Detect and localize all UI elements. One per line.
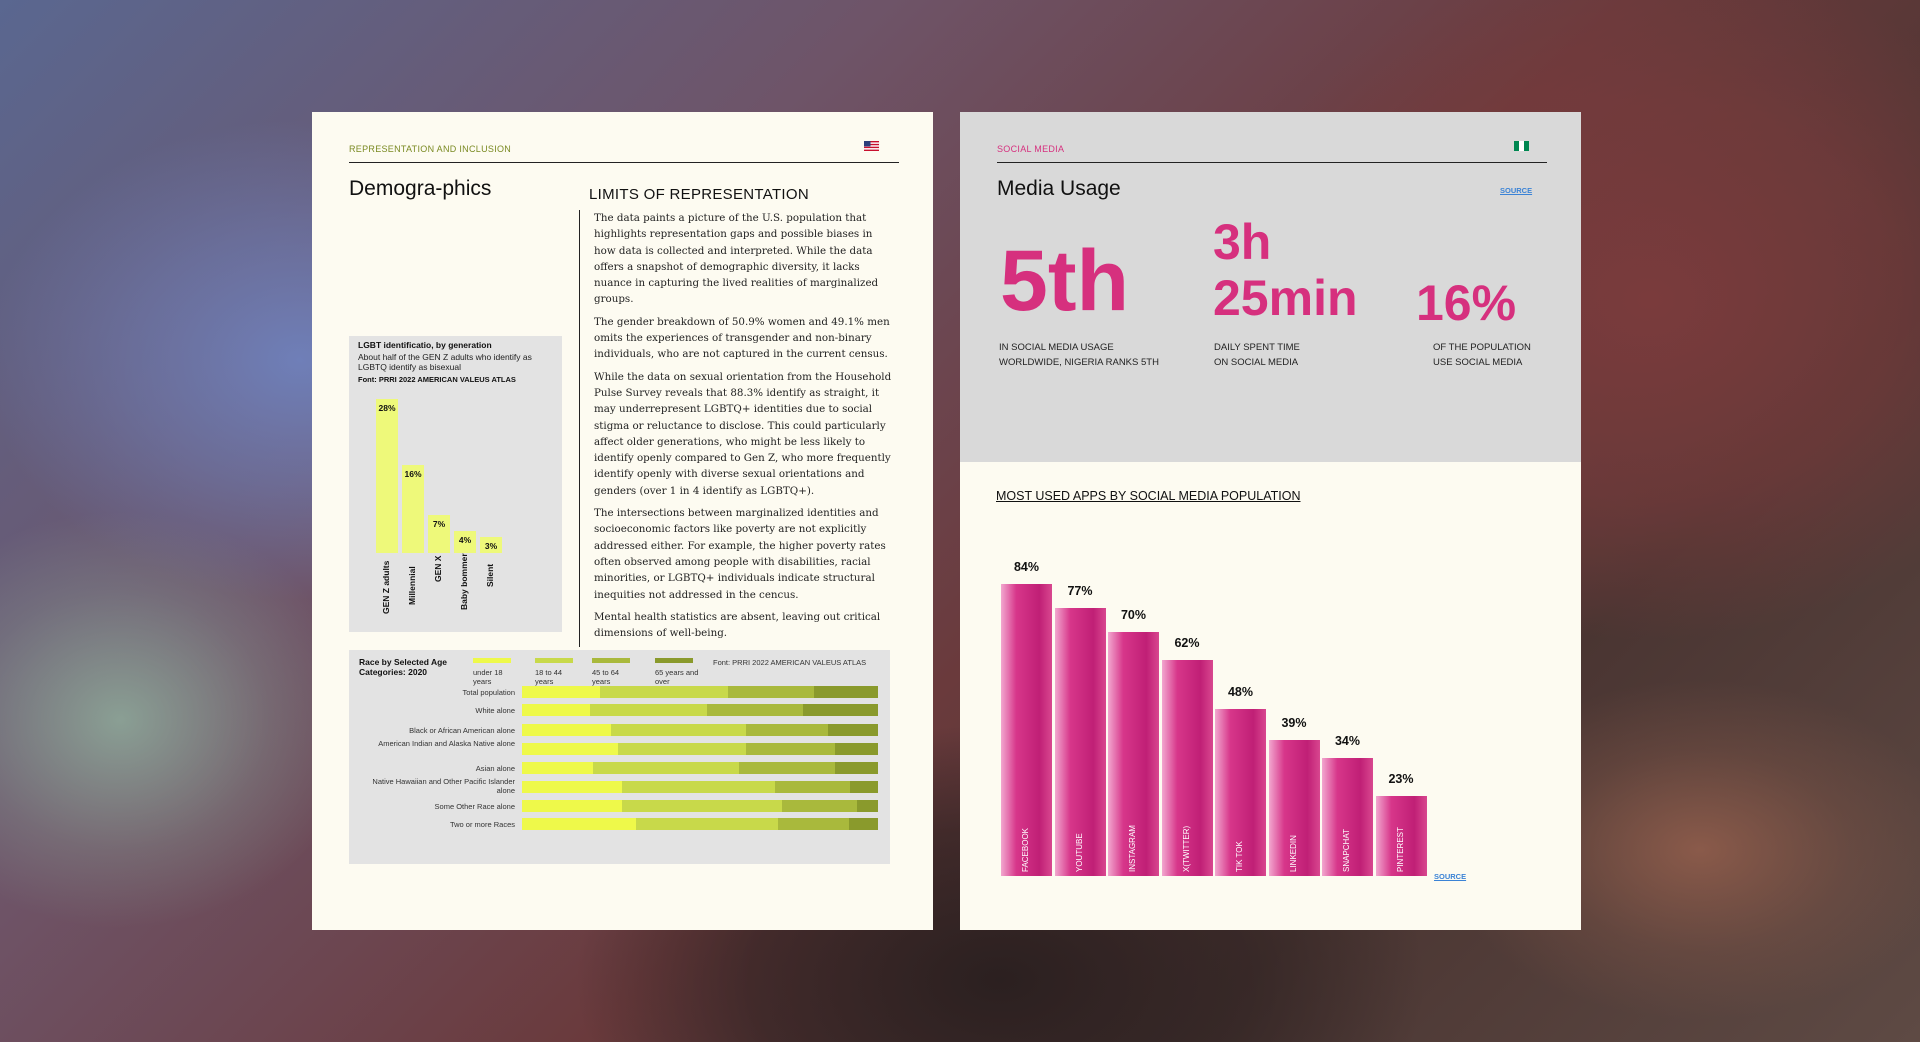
race-bar-segment	[622, 800, 782, 812]
race-bar-segment	[739, 762, 835, 774]
app-category-label: TIK TOK	[1235, 841, 1244, 872]
race-chart	[349, 650, 890, 864]
race-bar-segment	[522, 781, 622, 793]
race-row-label: White alone	[475, 706, 515, 715]
race-bar-segment	[522, 818, 636, 830]
race-row-label: American Indian and Alaska Native alone	[378, 739, 515, 748]
source-link-bottom[interactable]: SOURCE	[1434, 872, 1467, 881]
app-category-label: SNAPCHAT	[1342, 829, 1351, 872]
demographics-page	[312, 112, 933, 930]
lgbt-category-label: Baby bommer	[459, 552, 469, 610]
apps-chart-heading: MOST USED APPS BY SOCIAL MEDIA POPULATION	[996, 489, 1301, 503]
race-bar-segment	[728, 686, 813, 698]
stat-time-value	[1213, 214, 1358, 326]
race-bar-segment	[522, 800, 622, 812]
race-row-label: Black or African American alone	[409, 726, 515, 735]
legend-item	[535, 658, 581, 686]
race-bar-segment	[593, 762, 739, 774]
lgbt-value-label: 28%	[378, 403, 396, 413]
stat-time-caption	[1214, 340, 1300, 370]
legend-swatch	[535, 658, 573, 663]
page-kicker: REPRESENTATION AND INCLUSION	[349, 144, 512, 154]
legend-swatch	[592, 658, 630, 663]
legend-item	[655, 658, 701, 686]
race-bar	[522, 781, 878, 793]
lgbt-value-label: 7%	[432, 518, 446, 529]
stat-rank-caption	[999, 340, 1159, 370]
lgbt-bar	[376, 399, 398, 553]
stat-rank-value: 5th	[1000, 233, 1129, 329]
race-bar-segment	[746, 724, 828, 736]
lgbt-chart-source: Font: PRRI 2022 AMERICAN VALEUS ATLAS	[358, 375, 516, 384]
caption-line: USE SOCIAL MEDIA	[1433, 357, 1523, 368]
race-bar-segment	[522, 743, 618, 755]
race-bar-segment	[828, 724, 878, 736]
app-category-label: X(TWITTER)	[1181, 825, 1191, 872]
stat-time-hours: 3h	[1213, 214, 1272, 270]
lgbt-chart-subtitle: About half of the GEN Z adults who identify as LGBTQ identify as bisexual	[358, 352, 532, 372]
lgbt-value-label: 3%	[484, 540, 498, 551]
race-chart-title: Race by Selected Age Categories: 2020	[359, 657, 448, 677]
race-bar	[522, 818, 878, 830]
app-category-label: LINKEDIN	[1288, 835, 1298, 872]
legend-label: under 18 years	[473, 668, 503, 686]
lgbt-chart-title: LGBT identificatio, by generation	[358, 340, 492, 350]
lgbt-category-label: GEN X	[433, 555, 443, 582]
paragraph: The intersections between marginalized identities and socioeconomic factors like poverty are not explicitly addressed either. For example, the higher poverty rates often observed among people with disabilities, racial minorities, or LGBTQ+ individuals indicate structural inequities not addressed in the cencus.	[594, 507, 886, 601]
race-bar-segment	[618, 743, 746, 755]
race-bar-segment	[522, 704, 590, 716]
race-bar-segment	[522, 724, 611, 736]
header-rule	[349, 162, 899, 163]
race-row-label: Asian alone	[475, 764, 515, 773]
app-value-label: 34%	[1334, 733, 1361, 748]
race-bar	[522, 762, 878, 774]
race-bar-segment	[782, 800, 857, 812]
app-category-label: INSTAGRAM	[1128, 825, 1137, 872]
app-value-label: 84%	[1013, 559, 1040, 574]
legend-item	[592, 658, 638, 686]
race-bar-segment	[600, 686, 728, 698]
race-bar-segment	[746, 743, 835, 755]
race-bar-segment	[622, 781, 775, 793]
legend-swatch	[655, 658, 693, 663]
app-category-label: YOUTUBE	[1074, 833, 1084, 872]
race-row-label: Native Hawaiian and Other Pacific Islander alone	[372, 777, 515, 795]
legend-swatch	[473, 658, 511, 663]
paragraph: Mental health statistics are absent, leaving out critical dimensions of well-being.	[594, 610, 881, 640]
race-bar-segment	[636, 818, 778, 830]
race-bar-segment	[522, 762, 593, 774]
race-chart-source: Font: PRRI 2022 AMERICAN VALEUS ATLAS	[713, 658, 867, 667]
caption-line: IN SOCIAL MEDIA USAGE	[999, 342, 1114, 353]
page-kicker: SOCIAL MEDIA	[997, 144, 1065, 154]
stat-percent-value: 16%	[1416, 275, 1517, 331]
paragraph: The data paints a picture of the U.S. population that highlights representation gaps and possible biases in how data is collected and interpreted. While the data offers a snapshot of demographic diversity, it lacks nuance in capturing the lived realities of marginalized groups.	[594, 212, 879, 306]
paragraph: While the data on sexual orientation from the Household Pulse Survey reveals that 88.3% identify as straight, it may underrepresent LGBTQ+ identities due to social stigma or reluctance to disclose. This could particularly affect older generations, who might be less likely to identify openly compared to Gen Z, who more frequently identify openly with diverse sexual orientations and genders (over 1 in 4 identify as LGBTQ+).	[594, 370, 892, 497]
app-value-label: 77%	[1067, 584, 1093, 599]
app-value-label: 62%	[1174, 636, 1200, 651]
race-row-label: Some Other Race alone	[434, 802, 515, 811]
page-title: Media Usage	[997, 177, 1121, 200]
caption-line: ON SOCIAL MEDIA	[1214, 357, 1299, 368]
lgbt-category-label: Silent	[485, 563, 495, 587]
app-category-label: FACEBOOK	[1021, 827, 1030, 872]
race-row-label: Total population	[462, 688, 515, 697]
race-bar	[522, 743, 878, 755]
section-heading: LIMITS OF REPRESENTATION	[589, 186, 809, 203]
race-bar	[522, 686, 878, 698]
paragraph: The gender breakdown of 50.9% women and 49.1% men omits the experiences of transgender and non-binary individuals, who are not captured in the current census.	[594, 315, 890, 361]
lgbt-value-label: 16%	[404, 469, 422, 479]
race-bar-segment	[835, 762, 878, 774]
app-category-label: PINTEREST	[1395, 827, 1405, 872]
lgbt-category-label: GEN Z adults	[381, 560, 391, 615]
source-link-top[interactable]: SOURCE	[1500, 186, 1533, 195]
app-value-label: 70%	[1120, 608, 1147, 623]
race-bar-segment	[590, 704, 707, 716]
app-value-label: 23%	[1388, 771, 1414, 786]
race-bar	[522, 704, 878, 716]
legend-label: 65 years and over	[655, 668, 699, 686]
legend-item	[473, 658, 519, 686]
race-bar-segment	[857, 800, 878, 812]
race-bar-segment	[835, 743, 878, 755]
race-bar-segment	[814, 686, 878, 698]
race-bar-segment	[778, 818, 849, 830]
lgbt-category-label: Millennial	[407, 566, 417, 605]
us-flag-icon	[864, 141, 879, 151]
legend-label: 18 to 44 years	[535, 668, 563, 686]
nigeria-flag-icon	[1514, 141, 1529, 151]
race-bar	[522, 724, 878, 736]
stat-time-minutes: 25min	[1213, 270, 1358, 326]
body-text	[579, 210, 895, 647]
page-title: Demogra-phics	[349, 177, 492, 200]
legend-label: 45 to 64 years	[592, 668, 620, 686]
app-value-label: 48%	[1227, 684, 1254, 699]
race-bar-segment	[849, 818, 877, 830]
race-bar-segment	[803, 704, 878, 716]
app-value-label: 39%	[1281, 716, 1307, 731]
race-bar	[522, 800, 878, 812]
lgbt-value-label: 4%	[458, 535, 472, 545]
stat-percent-caption	[1433, 340, 1531, 370]
media-usage-page	[960, 112, 1581, 930]
race-bar-segment	[611, 724, 746, 736]
caption-line: WORLDWIDE, NIGERIA RANKS 5TH	[999, 357, 1159, 368]
race-bar-segment	[522, 686, 600, 698]
race-bar-segment	[850, 781, 878, 793]
caption-line: DAILY SPENT TIME	[1214, 342, 1300, 353]
lgbt-chart	[349, 336, 562, 632]
race-row-label: Two or more Races	[449, 820, 515, 829]
header-rule	[997, 162, 1547, 163]
race-bar-segment	[707, 704, 803, 716]
caption-line: OF THE POPULATION	[1433, 342, 1531, 353]
race-bar-segment	[775, 781, 850, 793]
